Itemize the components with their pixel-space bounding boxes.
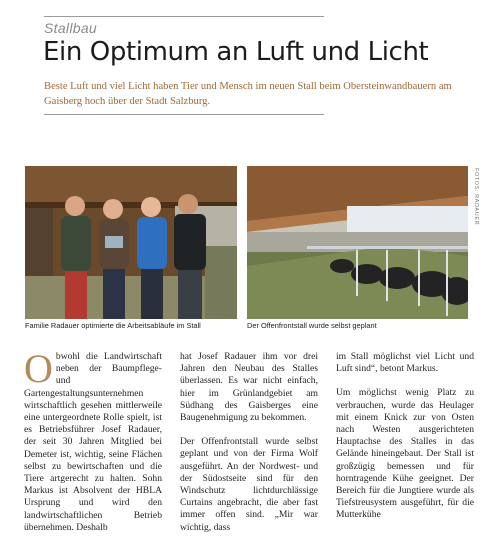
- body-column-3: [336, 351, 474, 534]
- article-lead: Beste Luft und viel Licht haben Tier und Mensch im neuen Stall beim Obersteinwandbauern am Gaisberg hoch über der Stadt Salzburg.: [44, 81, 452, 107]
- body-paragraph: hat Josef Radauer ihm vor drei Jahren den Neubau des Stalles überlassen. Es war nicht einfach, hier im Grünlandgebiet am Südhang des Gaisberges eine Baugenehmigung zu bekommen.: [180, 351, 318, 424]
- body-paragraph: [24, 346, 162, 534]
- body-paragraph: Der Offenfrontstall wurde selbst geplant und von der Firma Wolf ausgeführt. An der Nordwest- und der Südostseite sind für den Windschutz lichtdurchlässige Curtains angebracht, die aber fast immer offen sind. „Mir war wichtig, dass: [180, 436, 318, 533]
- article-headline: Ein Optimum an Luft und Licht: [43, 37, 429, 67]
- lead-rule: [44, 114, 324, 115]
- body-column-1: [24, 346, 162, 546]
- barn-photo: [247, 166, 468, 319]
- section-kicker: Stallbau: [44, 20, 97, 36]
- drop-cap: O: [24, 346, 53, 391]
- top-rule: [44, 16, 324, 17]
- body-paragraph: im Stall möglichst viel Licht und Luft sind“, betont Markus.: [336, 351, 474, 375]
- photo-credit: FOTOS: RADAUER: [473, 168, 479, 226]
- family-photo: [25, 166, 237, 319]
- left-photo-caption: Familie Radauer optimierte die Arbeitsabläufe im Stall: [25, 321, 201, 330]
- body-column-2: [180, 351, 318, 546]
- body-paragraph: Um möglichst wenig Platz zu verbrauchen, wurde das Heulager mit einem Knick zur von Osten nach Westen ausgerichteten Hauptachse des Stalles in das Gelände hineingebaut. Der Stall ist großzügig bemessen und für horntragende Kühe geeignet. Der Bereich für die Jungtiere wurde als Tiefstreusystem ausgeführt, für die Mutterkühe: [336, 387, 474, 521]
- paragraph-text: bwohl die Landwirtschaft neben der Baumpflege- und Gartengestaltungsunternehmen wirtschaftlich gesehen mittlerweile eine untergeordnete Rolle spielt, ist es Betriebsführer Josef Radauer, der seit 30 Jahren Mitglied bei Demeter ist, wichtig, seine Flächen selbst zu bewirtschaften und die Tiere artgerecht zu halten. Sohn Markus ist Absolvent der HBLA Ursprung und wird den landwirtschaftlichen Betrieb übernehmen. Deshalb: [24, 351, 162, 533]
- right-photo-caption: Der Offenfrontstall wurde selbst geplant: [247, 321, 377, 330]
